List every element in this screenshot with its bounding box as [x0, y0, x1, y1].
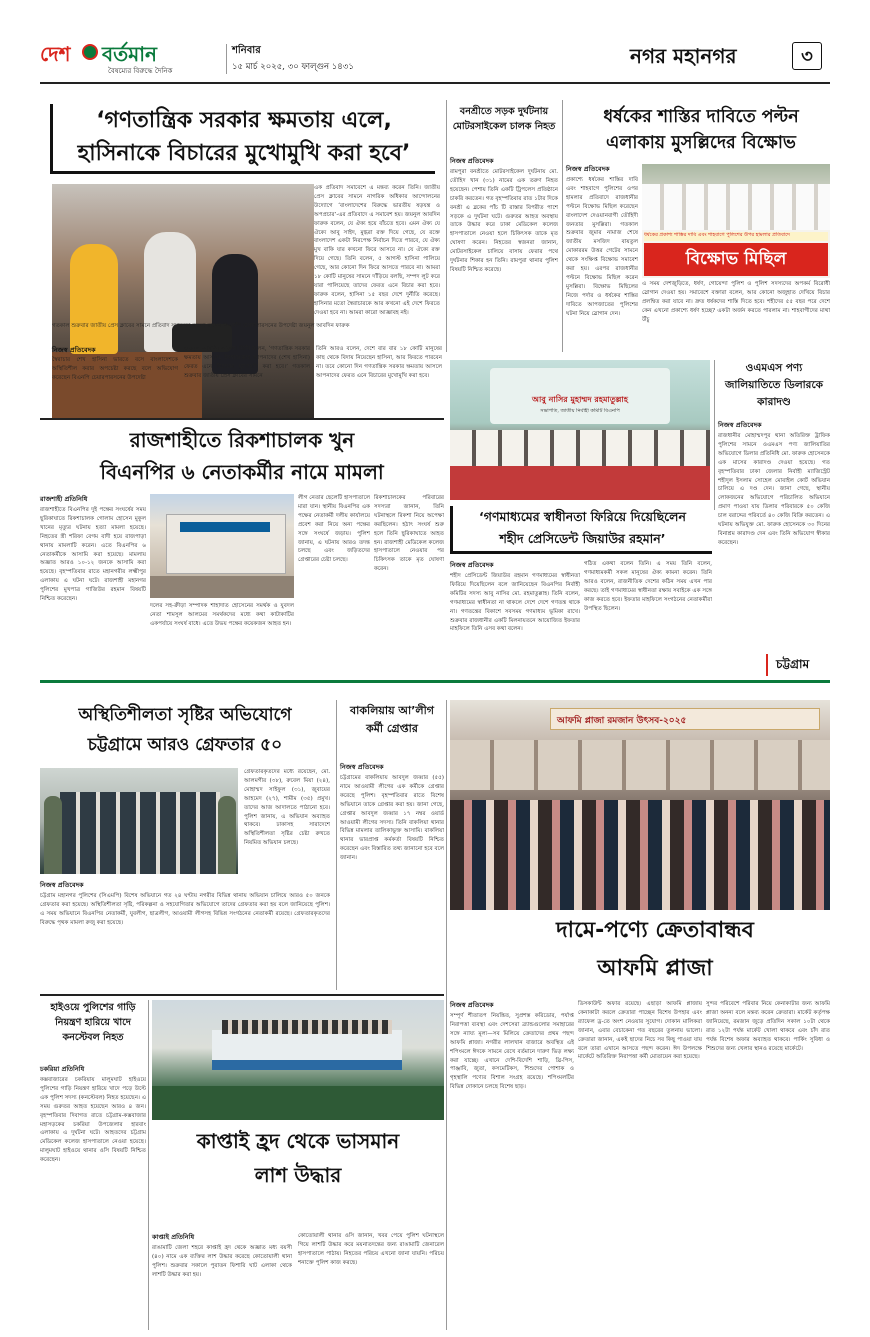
- story7-body: চট্টগ্রাম মহানগর পুলিশের (সিএমপি) বিশেষ অভিযানে গত ২৪ ঘণ্টায় নগরীর বিভিন্ন থানায় অভিযান চালিয়ে আরও ৫০ জনকে গ্রেফতার করা হয়েছে। অস্থিতিশীলতা সৃষ্টি, পরিকল্পনা ও সহযোগিতার অভিযোগে তাদের গ্রেফতার করা হয় বলে জানিয়েছে পুলিশ। এ সময় অভিযানে বিএনপির নেতাকর্মী, যুবলীগ, ছাত্রলীগ, আওয়ামী লীগসহ বিভিন্ন সংগঠনের নেতাকর্মী রয়েছে। গ্রেফতারকৃতদের বিরুদ্ধে পৃথক মামলা রুজু করা হয়েছে।: [40, 893, 330, 926]
- iftar-banner: [490, 368, 670, 424]
- story1-caption: গতকাল শুক্রবার জাতীয় প্রেস ক্লাবের সামনে প্রতিবাদ সমাবেশে বক্তব্য রাখেন বিএনপি চেয়ারপারসনের উপদেষ্টা জয়নুল আবদিন ফারুক: [52, 323, 350, 329]
- mall-banner: [550, 708, 820, 730]
- chattogram-label-text: চট্টগ্রাম: [776, 657, 810, 671]
- protest-banner-line2: বিক্ষোভ মিছিল: [644, 243, 828, 276]
- story1-body-right2: তিনি আরও বলেন, দেশে বার বার ১৮ কোটি মানুষের কাছ থেকে বিদায় নিয়েছেন হাসিনা, আর ফিরতে পারবেন না। তবে কোনো দিন গণতান্ত্রিক সরকার ক্ষমতায় আসলে আপনাদের ফেরত এনে বিচারের মুখোমুখি করা হবে।: [316, 346, 442, 379]
- shop-fronts: [450, 740, 830, 790]
- story7-photo: [40, 768, 238, 874]
- story6-byline: রাজশাহী প্রতিনিধি: [40, 495, 88, 503]
- guests-row: [450, 430, 710, 466]
- story1-headline-line2: হাসিনাকে বিচারের মুখোমুখি করা হবে’: [77, 141, 411, 166]
- logo-text-left: দেশ: [40, 42, 71, 66]
- iftar-banner-title: সভাপতি, জাতীয় নির্বাহী কমিটি বিএনপি: [540, 408, 620, 414]
- story9-byline: নিজস্ব প্রতিবেদক: [450, 1001, 494, 1009]
- arrested-row: [60, 792, 220, 874]
- story5-body-right: গঠিত একথা বলেন তিনি। এ সময় তিনি বলেন, গণমাধ্যমকর্মী সকল মানুষের ঐক্য কামনা করেন। তিনি আরও বলেন, রাজনীতিক দেশের কঠিন সময় এখন পার করছে। তাই গণমাধ্যমের স্বাধীনতা রক্ষায় সবাইকে এক সঙ্গে কাজ করতে হবে। ইফতার মাহফিলে সংগঠনের নেতাকর্মীরা উপস্থিত ছিলেন।: [584, 561, 712, 612]
- story7-byline: নিজস্ব প্রতিবেদক: [40, 881, 84, 889]
- protest-banner: [642, 230, 830, 278]
- story4-byline: নিজস্ব প্রতিবেদক: [718, 421, 762, 429]
- section-rule: [40, 680, 830, 683]
- story6-body-left: রাজশাহীতে বিএনপির দুই পক্ষের সংঘর্ষের সময় ছুরিকাঘাতে রিকশাচালক গোলাম হোসেন মুকুল খানের মৃত্যুর ঘটনায় হত্যা মামলা হয়েছে। নিহতের স্ত্রী শরিফা বেগম বাদী হয়ে রাজপাড়া থানায় মামলাটি করেন। এতে বিএনপির ৬ নেতাকর্মীকে আসামি করা হয়েছে। মামলায় অজ্ঞাত আরও ১০-১২ জনকে আসামি করা হয়েছে। বৃহস্পতিবার রাতে মহানগরীর লক্ষ্মীপুর এলাকায় এ ঘটনা ঘটে। রাজশাহী মহানগর পুলিশের মুখপাত্র গাজিউর রহমান বিষয়টি নিশ্চিত করেছেন।: [40, 507, 146, 603]
- story2-body: রামপুরা বনশ্রীতে মোটরসাইকেল দুর্ঘটনায় মো. তৌহিদ খান (৩১) নামের এক তরুণ নিহত হয়েছেন। পেশায় তিনি একটি ট্রিপলেস প্রতিষ্ঠানে চাকরি করতেন। গত বৃহস্পতিবার রাত ১টার দিকে বনশ্রী এ ব্লকের পাঁচ টি রাস্তার বিপরীত পাশে সড়কে এ দুর্ঘটনা ঘটে। গুরুতর আহত অবস্থায় তাকে উদ্ধার করে ঢাকা মেডিকেল কলেজ হাসপাতালে নেওয়া হলে চিকিৎসক তাকে মৃত ঘোষণা করেন। নিহতের স্বজনরা জানান, মোটরসাইকেল চালিয়ে বাসায় ফেরার পথে দুর্ঘটনার শিকার হন তিনি। রামপুরা থানার পুলিশ বিষয়টি নিশ্চিত করেছে।: [450, 169, 558, 273]
- logo-emblem-icon: [82, 44, 98, 60]
- story11-headline[interactable]: [152, 1124, 444, 1198]
- story5-headline-line2: শহীদ প্রেসিডেন্ট জিয়াউর রহমান’: [499, 531, 666, 546]
- column-rule: [148, 1000, 149, 1330]
- story10-headline[interactable]: হাইওয়ে পুলিশের গাড়ি নিয়ন্ত্রণ হারিয়ে খাদে কনস্টেবল নিহত: [50, 1002, 136, 1043]
- story9-headline-line2: আফমি প্লাজা: [597, 956, 713, 981]
- story8-body: চট্টগ্রামের বাকলিয়ায় আবদুল জব্বার (৫৫) নামে আওয়ামী লীগের এক কর্মীকে গ্রেপ্তার করেছে পুলিশ। বৃহস্পতিবার রাতে বিশেষ অভিযানে তাকে গ্রেপ্তার করা হয়। জানা গেছে, গ্রেপ্তার আবদুল জব্বার ১৭ নম্বর ওয়ার্ড আওয়ামী লীগের সদস্য। তিনি বাকলিয়া থানার বিভিন্ন মামলার তালিকাভুক্ত আসামি। বাকলিয়া থানার ভারপ্রাপ্ত কর্মকর্তা বিষয়টি নিশ্চিত করেছেন এবং বিস্তারিত তথ্য জানানো হবে বলে জানান।: [340, 775, 444, 862]
- story3-headline-line1: ধর্ষকের শাস্তির দাবিতে পল্টন: [603, 107, 799, 127]
- page-number: ৩: [801, 46, 813, 67]
- story2-byline: নিজস্ব প্রতিবেদক: [450, 157, 494, 165]
- story11-headline-line2: লাশ উদ্ধার: [254, 1163, 342, 1187]
- story1-headline-line1: ‘গণতান্ত্রিক সরকার ক্ষমতায় এলে,: [96, 108, 392, 133]
- story3-headline-line2: এলাকায় মুসল্লিদের বিক্ষোভ: [606, 133, 796, 153]
- story7-headline-line2: চট্টগ্রামে আরও গ্রেফতার ৫০: [87, 735, 283, 755]
- iftar-banner-name: আবু নাসির মুহাম্মদ রহমাতুল্লাহ: [532, 394, 628, 404]
- story7-headline[interactable]: [40, 700, 330, 768]
- street-ground: [150, 576, 294, 598]
- story11-byline: কাপ্তাই প্রতিনিধি: [152, 1233, 195, 1241]
- column-rule: [446, 100, 447, 352]
- story11-photo: [152, 1000, 444, 1120]
- story5-headline[interactable]: [450, 506, 712, 554]
- mall-banner-text: আফমি প্লাজা রমজান উৎসব-২০২৫: [557, 716, 687, 726]
- story2-headline[interactable]: বনশ্রীতে সড়ক দুর্ঘটনায় মোটরসাইকেল চালক নিহত: [452, 106, 556, 132]
- story7-body-right: গ্রেফতারকৃতদের মধ্যে রয়েছেন, মো. আলমগীর (৩৮), রুবেল মিয়া (২৪), মোহাম্মদ সাইফুল (৩১), জুবায়ের আহমেদ (২৭), শামীম (৩৫) প্রমুখ। তাদের আজ আদালতে পাঠানো হবে। পুলিশ জানায়, এ অভিযান অব্যাহত থাকবে। ঢাকাসহ সারাদেশে অস্থিতিশীলতা সৃষ্টির চেষ্টা রুখতে নিয়মিত অভিযান চলছে।: [244, 769, 330, 847]
- boat-shape: [212, 1030, 402, 1070]
- story1-headline[interactable]: [50, 104, 435, 174]
- column-rule: [336, 700, 337, 990]
- story9-body-right: সুন্দর পরিবেশে পরিবার নিয়ে কেনাকাটার জন্য আফমি প্লাজা অনন্য বলে মন্তব্য করেন ক্রেতারা। মার্কেট কর্তৃপক্ষ জানিয়েছে, রমজান জুড়ে প্রতিদিন সকাল ১০টা থেকে রাত ১২টা পর্যন্ত মার্কেট খোলা থাকবে এবং চাঁদ রাত পর্যন্ত বিশেষ অফার অব্যাহত থাকবে। পার্কিং সুবিধা ও শিশুদের জন্য খেলার স্থানও রয়েছে মার্কেটে।: [706, 1001, 830, 1052]
- story6-headline-line1: রাজশাহীতে রিকশাচালক খুন: [129, 428, 355, 452]
- story5-body-left: শহীদ প্রেসিডেন্ট জিয়াউর রহমান গণমাধ্যমের স্বাধীনতা ফিরিয়ে দিয়েছিলেন বলে জানিয়েছেন বিএনপির নির্বাহী কমিটির সদস্য আবু নাসির মো. রহমাতুল্লাহ। তিনি বলেন, গণমাধ্যমের স্বাধীনতা না থাকলে দেশে দেশে গণতন্ত্র থাকে না। গণতন্ত্রের বিকাশে সবসময় গণমাধ্যম ভূমিকা রাখে। শুক্রবার রাজধানীর একটি মিলনায়তনে আয়োজিত ইফতার মাহফিলে তিনি এসব কথা বলেন।: [450, 573, 580, 633]
- story1-body-mid: জয়নুল আবদিন ফারুক। তিনি বলেন, ‘গণতান্ত্রিক সরকার ক্ষমতায় আসলে, ইনশাআল্লাহ আপনাদের (শেখ হাসিনা) ফেরত এনে বিচারের মুখোমুখি করা হবে।’ গতকাল শুক্রবার জাতীয় প্রেস ক্লাবের সামনে: [184, 346, 310, 379]
- story3-byline: নিজস্ব প্রতিবেদক: [566, 165, 610, 173]
- story6-photo: [150, 494, 294, 598]
- story9-body-mid: ডিসকাউন্ট অফার রয়েছে। এছাড়া আফমি প্লাজায় কেনাকাটা করলে ক্রেতারা পাচ্ছেন বিশেষ উপহার এবং র‍্যাফেল ড্র-তে অংশ নেওয়ার সুযোগ। দোকান মালিকরা জানান, এবার বেচাকেনা গত বছরের তুলনায় ভালো। ক্রেতারা জানান, একই ছাদের নিচে সব কিছু পাওয়া যায় বলে তারা এখানে আসতে পছন্দ করেন। ঈদ উপলক্ষে মার্কেটে অতিরিক্ত নিরাপত্তা কর্মী মোতায়েন করা হয়েছে।: [578, 1001, 702, 1061]
- column-rule: [714, 360, 715, 510]
- story6-body-right2: রিকশাচালকের পরিবারের সদস্যরা জানান, তিনি ঘটনাস্থলে রিকশা নিয়ে অপেক্ষা করছিলেন। হঠাৎ সংঘর্ষ শুরু হলে তিনি ছুরিকাঘাতে আহত হন। রাজশাহী মেডিকেল কলেজ হাসপাতালে নেওয়ার পর চিকিৎসক তাকে মৃত ঘোষণা করেন।: [374, 495, 444, 573]
- shoppers-crowd: [450, 800, 830, 910]
- story5-byline: নিজস্ব প্রতিবেদক: [450, 561, 494, 569]
- story11-headline-line1: কাপ্তাই হ্রদ থেকে ভাসমান: [196, 1129, 400, 1153]
- logo-text-right: বর্তমান: [102, 42, 157, 66]
- story4-body: রাজধানীর মোহাম্মদপুর থানা অতিরিক্ত ট্রাফিক পুলিশের সামনে ওএমএস পণ্য জালিয়াতির অভিযোগে ডিলার প্রতিনিধি মো. ফারুক হোসেনকে এক মাসের কারাদণ্ড দেওয়া হয়েছে। গত বৃহস্পতিবার ঢাকা জেলার নির্বাহী ম্যাজিস্ট্রেট শহীদুল ইসলাম সোহেল মোবাইল কোর্ট অভিযান চালিয়ে এ দণ্ড দেন। জানা গেছে, স্থানীয় লোকজনের অভিযোগে পরিচালিত অভিযানে প্রমাণ পাওয়া যায় ডিলার পরিবারকে ৫০ কেজি চাল বরাদ্দের পরিবর্তে ৪০ কেজি বিক্রি করতেন। এ ঘটনায় অভিযুক্ত মো. ফারুক হোসেনকে ৩০ দিনের বিনাশ্রম কারাদণ্ড দেন এবং তিনি অভিযোগ স্বীকার করেছেন।: [718, 433, 830, 546]
- column-rule: [562, 100, 563, 352]
- story5-headline-line1: ‘গণমাধ্যমের স্বাধীনতা ফিরিয়ে দিয়েছিলেন: [479, 509, 686, 524]
- story4-headline[interactable]: ওএমএস পণ্য জালিয়াতিতে ডিলারকে কারাদণ্ড: [724, 362, 824, 408]
- people-on-boat: [222, 1020, 392, 1034]
- story9-headline[interactable]: [490, 912, 820, 996]
- masthead-divider: [226, 44, 227, 74]
- story6-body-right1: লীগ নেতার ছেলেটি হাসপাতালে মারা যান। স্থানীয় বিএনপির এক পক্ষের নেতাকর্মী দলীয় কার্যালয়ে প্রবেশ করা নিয়ে অন্য পক্ষের সঙ্গে সংঘর্ষে জড়ায়। পুলিশ জানায়, এ ঘটনায় আরও তদন্ত চলছে এবং জড়িতদের গ্রেপ্তারের চেষ্টা চলছে।: [298, 495, 370, 564]
- story11-body-right: কোতোয়ালী থানার ওসি জানান, খবর পেয়ে পুলিশ ঘটনাস্থলে গিয়ে লাশটি উদ্ধার করে ময়নাতদন্তের জন্য রাঙামাটি জেনারেল হাসপাতালে পাঠায়। নিহতের পরিচয় এখনো জানা যায়নি। পরিচয় শনাক্তে পুলিশ কাজ করছে।: [298, 1233, 444, 1266]
- water-hyacinth: [152, 1086, 444, 1120]
- chattogram-section-label: [766, 654, 830, 676]
- issue-date: ১৫ মার্চ ২০২৫, ৩০ ফাল্গুন ১৪৩১: [232, 62, 354, 72]
- story9-body-left: সম্পূর্ণ শীতাতপ নিয়ন্ত্রিত, সুপ্রশস্ত করিডোর, পর্যাপ্ত নিরাপত্তা ব্যবস্থা এবং দেশসেরা ব্র্যান্ডগুলোর সমাহারের সঙ্গে ন্যায্য মূল্য—সব মিলিয়ে ক্রেতাদের প্রথম পছন্দ আফমি প্লাজা। নগরীর লালখান বাজারে অবস্থিত এই শপিংমলে ঈদকে সামনে রেখে বর্তমানে দারুণ ভিড় লক্ষ্য করা যাচ্ছে। এখানে দেশি-বিদেশি শাড়ি, থ্রি-পিস, পাঞ্জাবি, জুতা, কসমেটিকস, শিশুদের পোশাক ও গৃহস্থালি পণ্যের বিশাল সংগ্রহ রয়েছে। শপিংমলটির বিভিন্ন দোকানে চলছে বিশেষ ছাড়।: [450, 1013, 574, 1091]
- story10-body: কক্সবাজারের চকরিয়ায় মালুমঘাট হাইওয়ে পুলিশের গাড়ি নিয়ন্ত্রণ হারিয়ে খাদে পড়ে উল্টে এক পুলিশ সদস্য (কনস্টেবল) নিহত হয়েছেন। এ সময় গুরুতর আহত হয়েছেন আরও ৪ জন। বৃহস্পতিবার দিবাগত রাতে চট্টগ্রাম-কক্সবাজার মহাসড়কের চকরিয়া উপজেলার হারবাং এলাকায় এ দুর্ঘটনা ঘটে। আহতদের চট্টগ্রাম মেডিকেল কলেজ হাসপাতালে নেওয়া হয়েছে। মালুমঘাট হাইওয়ে থানার ওসি বিষয়টি নিশ্চিত করেছেন।: [40, 1077, 146, 1164]
- logo-tagline: বৈষম্যের বিরুদ্ধে দৈনিক: [108, 67, 173, 75]
- newspaper-logo[interactable]: [40, 40, 230, 75]
- column-rule: [446, 700, 447, 1330]
- story8-byline: নিজস্ব প্রতিবেদক: [340, 763, 384, 771]
- section-rule: [40, 418, 444, 420]
- story3-headline[interactable]: [566, 104, 836, 156]
- story11-body-left: রাঙামাটি জেলা শহরে কাপ্তাই হ্রদ থেকে অজ্ঞাত মধ্য বয়সী (৪০) নামে এক ব্যক্তির লাশ উদ্ধার করেছে কোতোয়ালী থানা পুলিশ। শুক্রবার সকালে পুরাতন ফিশারি ঘাট এলাকা থেকে লাশটি উদ্ধার করা হয়।: [152, 1245, 292, 1278]
- story3-body-right: এ সময় দেশজুড়িতে, ধর্ষণ, গোয়েন্দা পুলিশ ও পুলিশ সদস্যদের অপকর্ম বিরোধী স্লোগান দেওয়া হয়। সমাবেশে বক্তারা বলেন, আর কোনো অজুহাত দেখিয়ে বিচার প্রলম্বিত করা যাবে না। দ্রুত ধর্ষকদের শাস্তি দিতে হবে। শহীদের ৫৫ বছর পরে দেশে কেন এখনো প্রকাশ্যে ধর্ষণ হচ্ছে? একটা অর্জন করতে পারলাম না। শাহবাগীদের মাথা উঁচু: [642, 281, 830, 323]
- story7-headline-line1: অস্থিতিশীলতা সৃষ্টির অভিযোগে: [78, 705, 292, 725]
- police-figure: [44, 796, 62, 874]
- story3-body-left: প্রকাশ্যে ধর্ষকের শাস্তির দাবি এবং শাহবাগে পুলিশের ওপর হামলার প্রতিবাদে রাজধানীর পল্টনে বিক্ষোভ মিছিল করেছেন বাংলাদেশ দেওয়ানবাগী তৌহিদী জনতার মুসল্লিরা। গতকাল শুক্রবার জুমার নামাজ শেষে জাতীয় মসজিদ বায়তুল মোকাররম উত্তর গেটের সামনে থেকে সংক্ষিপ্ত বিক্ষোভ সমাবেশ করা হয়। এরপর রাজধানীর পল্টনে বিক্ষোভ মিছিল করেন মুসল্লিরা। বিক্ষোভ মিছিলের নিজে পর্দার ও ধর্ষকের শাস্তির দাবিতে আপজাতের পুলিশের ঘটনা নিয়ে স্লোগান দেন।: [566, 177, 638, 317]
- page-number-badge: [792, 42, 822, 70]
- masthead-rule: [40, 82, 830, 84]
- protest-banner-line1: ধর্ষকের প্রকাশ্য শাস্তির দাবি এবং শাহবাগে পুলিশের উপর হামলার প্রতিবাদে: [644, 232, 828, 241]
- story6-headline-line2: বিএনপির ৬ নেতাকর্মীর নামে মামলা: [100, 460, 384, 484]
- crowd-row: [642, 184, 830, 230]
- story9-photo: [450, 700, 830, 910]
- story9-headline-line1: দামে-পণ্যে ক্রেতাবান্ধব: [556, 918, 754, 943]
- building-sign: [180, 522, 270, 532]
- story1-body-right: এক প্রতিবাদ সমাবেশে এ মন্তব্য করেন তিনি। জাতীয় প্রেস ক্লাবের সামনে নাগরিক অধিকার আন্দোলনের উদ্যোগে ‘বাংলাদেশের বিরুদ্ধে ভারতীয় ষড়যন্ত্র ও অপপ্রচার’-এর প্রতিবাদে এ সমাবেশ হয়। জয়নুল আবদিন ফারুক বলেন, যে ঐক্য হয়ে বাঁচতে হবে। এমন ঐক্য যে ঐক্যে আবু সাইদ, মুগ্ধরা রক্ত দিয়ে গেছে, যে রক্তে বাংলাদেশ একটা নিরপেক্ষ নির্বাচন দিতে পারবে, যে ঐক্য মুখ বাকি যার কখনো ফিরে আসবে না। যে ঐক্যে রক্ত দিয়ে গেছে। তিনি বলেন, ৫ আগস্ট হাসিনা পালিয়ে গেছে, আর কোনো দিন ফিরে আসতে পারবে না। আমরা ১৮ কোটি মানুষের সামনে দাঁড়িয়ে বলছি, সম্পদ লুট করে যারা পালিয়েছে তাদের ফেরত এনে বিচার করা হবে। ফারুক বলেন, হাসিনা ১৫ বছর দেশে দুর্নীতি করেছে। হাসিনার মতো স্বৈরাচারকে আর কখনো এই দেশে ফিরতে দেওয়া হবে না। আমরা কারো আজ্ঞাবহ নই।: [314, 185, 440, 316]
- story10-byline: চকরিয়া প্রতিনিধি: [40, 1065, 85, 1073]
- table-cloth: [450, 466, 710, 500]
- story6-body-mid: দলের সহ-ক্রীড়া সম্পাদক শাহাদাত হোসেনের সমর্থক ও যুবদল নেতা শামসুল আলমের সমর্থকদের মধ্যে কথা কাটাকাটির একপর্যায়ে সংঘর্ষ বাধে। এতে উভয় পক্ষের কয়েকজন আহত হন।: [150, 603, 294, 627]
- police-figure: [218, 796, 236, 874]
- issue-day: শনিবার: [232, 45, 261, 56]
- section-rule: [40, 994, 444, 996]
- story5-photo: [450, 360, 710, 500]
- section-title: নগর মহানগর: [630, 44, 737, 68]
- story1-body-left: স্বৈরাচার শেখ হাসিনা ভারতে বসে বাংলাদেশকে অস্থিতিশীল করার অপচেষ্টা করছে বলে অভিযোগ করেছেন বিএনপি চেয়ারপারসনের উপদেষ্টা: [52, 357, 178, 381]
- story3-photo: [642, 164, 830, 278]
- masthead: [40, 40, 830, 78]
- story1-byline: নিজস্ব প্রতিবেদক: [52, 346, 96, 354]
- story8-headline[interactable]: বাকলিয়ায় আ’লীগ কর্মী গ্রেপ্তার: [350, 704, 434, 735]
- story6-headline[interactable]: [40, 424, 444, 490]
